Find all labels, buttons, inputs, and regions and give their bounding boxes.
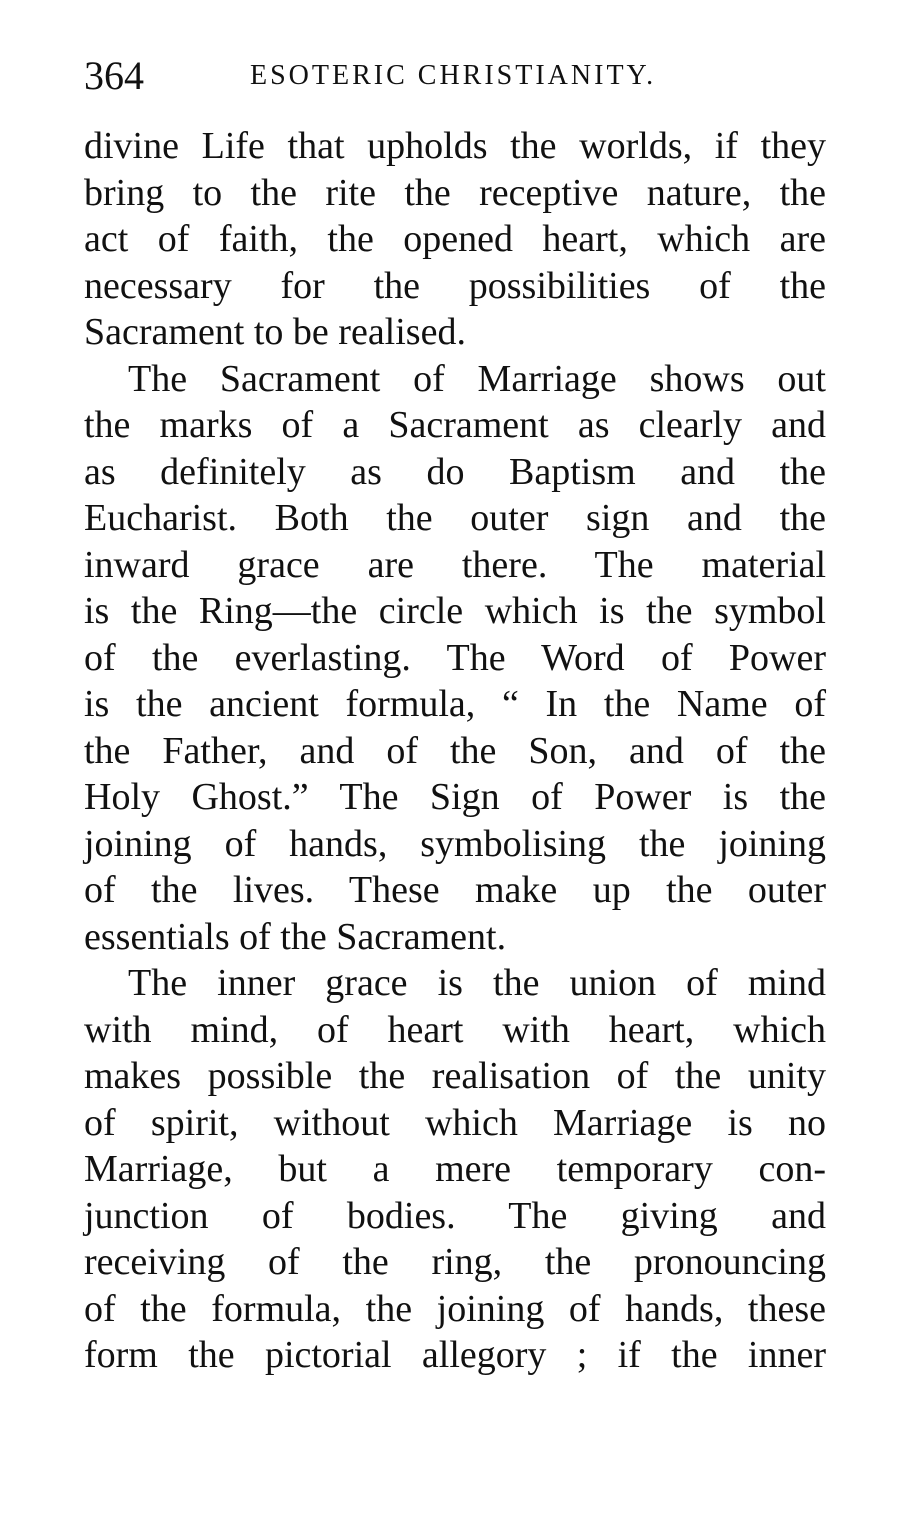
text-line: Eucharist. Both the outer sign and the: [84, 497, 826, 539]
text-line: the marks of a Sacrament as clearly and: [84, 404, 826, 446]
text-line: as definitely as do Baptism and the: [84, 450, 826, 493]
text-line: necessary for the possibilities of the: [84, 264, 826, 307]
text-line: is the Ring—the circle which is the symbol: [84, 590, 826, 632]
text-line: of spirit, without which Marriage is no: [84, 1101, 826, 1144]
text-line: of the formula, the joining of hands, these: [84, 1287, 826, 1330]
running-head: [84, 52, 826, 100]
text-line: essentials of the Sacrament.: [84, 915, 507, 958]
body-text: [84, 123, 826, 1379]
text-line: The inner grace is the union of mind: [128, 962, 826, 1004]
text-line: Sacrament to be realised.: [84, 311, 466, 353]
text-line: joining of hands, symbolising the joining: [84, 822, 826, 865]
text-line: the Father, and of the Son, and of the: [84, 729, 826, 772]
text-line: divine Life that upholds the worlds, if they: [84, 125, 826, 167]
text-line: of the lives. These make up the outer: [84, 869, 826, 911]
paragraph-2: [84, 356, 826, 961]
text-line: bring to the rite the receptive nature, the: [84, 171, 826, 214]
text-line: is the ancient formula, “ In the Name of: [84, 683, 826, 725]
text-line: of the everlasting. The Word of Power: [84, 636, 826, 679]
paragraph-3: [84, 960, 826, 1379]
text-line: Holy Ghost.” The Sign of Power is the: [84, 776, 826, 818]
text-line: with mind, of heart with heart, which: [84, 1008, 826, 1051]
paragraph-1: [84, 123, 826, 356]
text-line: Marriage, but a mere temporary con-: [84, 1148, 826, 1190]
text-line: inward grace are there. The material: [84, 543, 826, 586]
text-line: junction of bodies. The giving and: [84, 1194, 826, 1237]
text-line: act of faith, the opened heart, which are: [84, 218, 826, 260]
text-line: form the pictorial allegory ; if the inner: [84, 1334, 826, 1376]
text-line: receiving of the ring, the pronouncing: [84, 1241, 826, 1283]
text-line: The Sacrament of Marriage shows out: [128, 357, 826, 400]
running-title: ESOTERIC CHRISTIANITY.: [250, 60, 657, 91]
page-number: 364: [84, 53, 144, 98]
text-line: makes possible the realisation of the unity: [84, 1055, 826, 1097]
